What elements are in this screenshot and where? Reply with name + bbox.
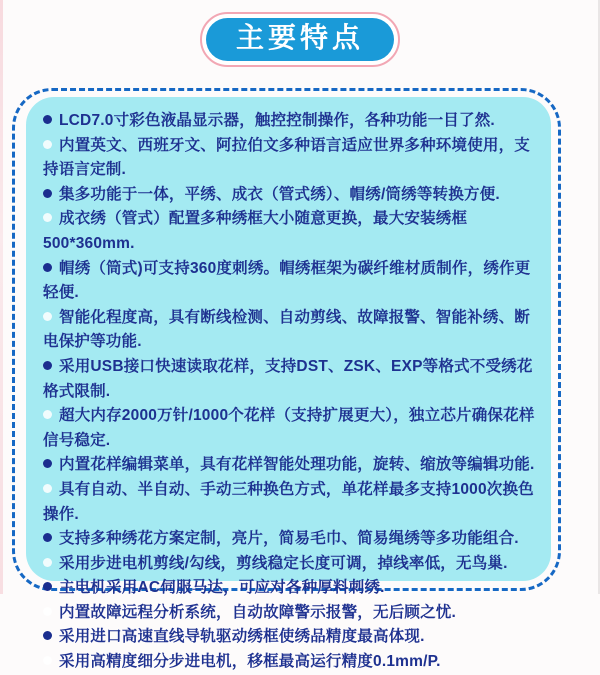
header [0,12,600,67]
bullet-icon [43,582,52,591]
feature-text: 具有自动、半自动、手动三种换色方式，单花样最多支持1000次换色操作. [43,480,534,523]
bullet-icon [43,533,52,542]
feature-panel [26,97,551,671]
bullet-icon [43,558,52,567]
header-badge-outline [200,12,400,67]
feature-text: 智能化程度高，具有断线检测、自动剪线、故障报警、智能补绣、断电保护等功能. [43,308,531,351]
feature-text: 内置故障远程分析系统，自动故障警示报警，无后顾之忧. [59,603,457,621]
feature-item [43,257,541,306]
feature-text: 内置英文、西班牙文、阿拉伯文多种语言适应世界多种环境使用，支持语言定制. [43,136,531,179]
feature-text: 支持多种绣花方案定制，亮片，简易毛巾、简易绳绣等多功能组合. [59,530,519,548]
bullet-icon [43,361,52,370]
feature-list [43,109,541,675]
feature-item [43,453,541,478]
feature-item [43,576,541,601]
feature-item [43,650,541,675]
feature-text: 采用步进电机剪线/勾线，剪线稳定长度可调，掉线率低，无鸟巢. [59,554,508,572]
bullet-icon [43,140,52,149]
feature-text: 主电机采用AC伺服马达，可应对各种厚料刺绣. [59,579,385,597]
feature-text: LCD7.0寸彩色液晶显示器，触控控制操作，各种功能一目了然. [59,112,495,129]
feature-item [43,306,541,355]
feature-item [43,109,541,134]
bullet-icon [43,656,52,665]
bullet-icon [43,410,52,419]
bullet-icon [43,213,52,222]
bullet-icon [43,607,52,616]
feature-item [43,183,541,208]
bullet-icon [43,189,52,198]
feature-text: 采用高精度细分步进电机，移框最高运行精度0.1mm/P. [59,653,441,671]
bullet-icon [43,115,52,124]
feature-item [43,207,541,256]
feature-item [43,527,541,552]
feature-text: 内置花样编辑菜单，具有花样智能处理功能，旋转、缩放等编辑功能. [59,456,535,474]
feature-text: 采用进口高速直线导轨驱动绣框使绣品精度最高体现. [59,628,425,646]
feature-item [43,404,541,453]
feature-text: 帽绣（筒式)可支持360度刺绣。帽绣框架为碳纤维材质制作，绣作更轻便. [43,259,531,302]
bullet-icon [43,631,52,640]
feature-item [43,552,541,577]
feature-item [43,478,541,527]
feature-item [43,601,541,626]
feature-text: 采用USB接口快速读取花样，支持DST、ZSK、EXP等格式不受绣花格式限制. [43,357,533,400]
feature-text: 集多功能于一体，平绣、成衣（管式绣）、帽绣/筒绣等转换方便. [59,185,500,203]
page-title: 主要特点 [206,18,394,61]
scan-edge-artifact-left [0,0,3,594]
feature-item [43,625,541,650]
feature-item [43,355,541,404]
feature-item [43,134,541,183]
feature-text: 超大内存2000万针/1000个花样（支持扩展更大），独立芯片确保花样信号稳定. [43,407,535,449]
bullet-icon [43,312,52,321]
feature-text: 成衣绣（管式）配置多种绣框大小随意更换，最大安装绣框500*360mm. [43,210,468,252]
bullet-icon [43,459,52,468]
bullet-icon [43,263,52,272]
bullet-icon [43,484,52,493]
